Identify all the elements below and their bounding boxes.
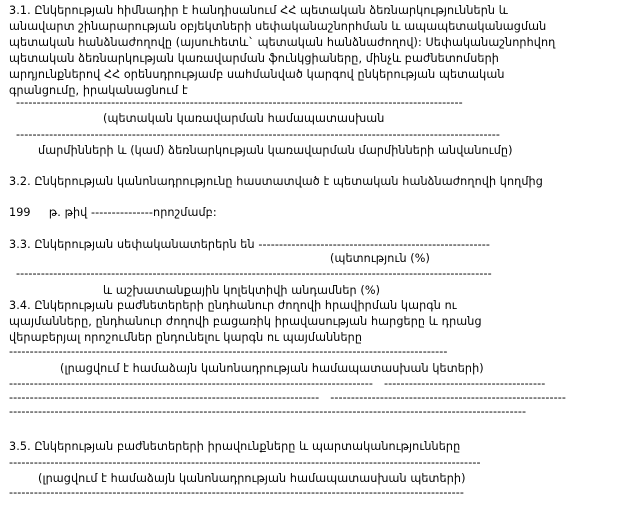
para-3-3-line-1: 3.3. Ընկերության սեփականատերերն են -------------------------------------------------------- <box>9 238 491 251</box>
para-3-1-line-3: պետական հանձնաժողովը (այսուհետև` պետական հանձնաժողով): Սեփականաշնորհվող <box>9 36 556 49</box>
blank-line: ------------------------------------------------------------------------------------------------------------------ <box>9 456 481 469</box>
para-3-5-line-1: 3.5. Ընկերության բաժնետերերի իրավունքները և պարտականությունները <box>9 440 461 453</box>
para-3-4-line-1: 3.4. Ընկերության բաժնետերերի ընդհանուր ժողովի հրավիրման կարգն ու <box>9 299 457 312</box>
para-3-4-line-3: վերաբերյալ որոշումներ ընդունելու կարգն ու պայմանները <box>9 331 363 344</box>
blank-line: ------------------------------------------------------------------------------------------------------------------- <box>16 267 492 280</box>
blank-line: ----------------------------------------------------------------------------------------------------------------------------- <box>9 405 527 418</box>
blank-line: -------------------------------------------------------------------------------------------------------------- <box>9 486 465 499</box>
field-caption: մարմինների և (կամ) ձեռնարկության կառավարման մարմինների անվանումը) <box>38 144 513 157</box>
para-3-4-line-2: պայմանները, ընդհանուր ժողովի բացառիկ իրավասության հարցերը և դրանց <box>9 315 482 328</box>
field-caption: (լրացվում է համաձայն կանոնադրության համապատասխան պետերի) <box>38 472 466 485</box>
para-3-1-line-4: պետական ձեռնարկության կառավարման ֆունկցիաները, մինչև բաժնետոմսերի <box>9 52 499 65</box>
para-3-1-line-6: գրանցումը, իրականացնում է <box>9 84 188 97</box>
field-caption: (լրացվում է համաձայն կանոնադրության համապատասխան կետերի) <box>60 362 484 375</box>
para-3-1-line-2: անավարտ շինարարության օբյեկտների սեփականաշնորհման և ապապետականացման <box>9 20 547 33</box>
para-3-2-line-1: 3.2. Ընկերության կանոնադրությունը հաստատված է պետական հանձնաժողովի կողմից <box>9 175 543 188</box>
blank-line: ---------------------------------------------------------------------------------------- --------------------------------------- <box>9 377 546 390</box>
field-caption: (պետություն (%) <box>330 252 430 265</box>
field-caption: (պետական կառավարման համապատասխան <box>103 112 385 125</box>
blank-line: --------------------------------------------------------------------------- --------------------------------------------------------- <box>9 391 567 404</box>
blank-line: ------------------------------------------------------------------------------------------------------------ <box>16 96 463 109</box>
blank-line: --------------------------------------------------------------------------------------------------------------------- <box>16 128 501 141</box>
field-caption: և աշխատանքային կոլեկտիվի անդամներ (%) <box>103 284 381 297</box>
blank-line: ---------------------------------------------------------------------------------------------------------- <box>9 345 448 358</box>
para-3-1-line-5: արդյունքներով ՀՀ օրենսդրությամբ սահմանված կարգով ընկերության պետական <box>9 68 505 81</box>
para-3-2-line-2: 199 թ. թիվ ---------------որոշմամբ: <box>9 206 217 219</box>
para-3-1-line-1: 3.1. Ընկերության հիմնադիր է հանդիսանում ՀՀ պետական ձեռնարկություններն և <box>9 4 508 17</box>
